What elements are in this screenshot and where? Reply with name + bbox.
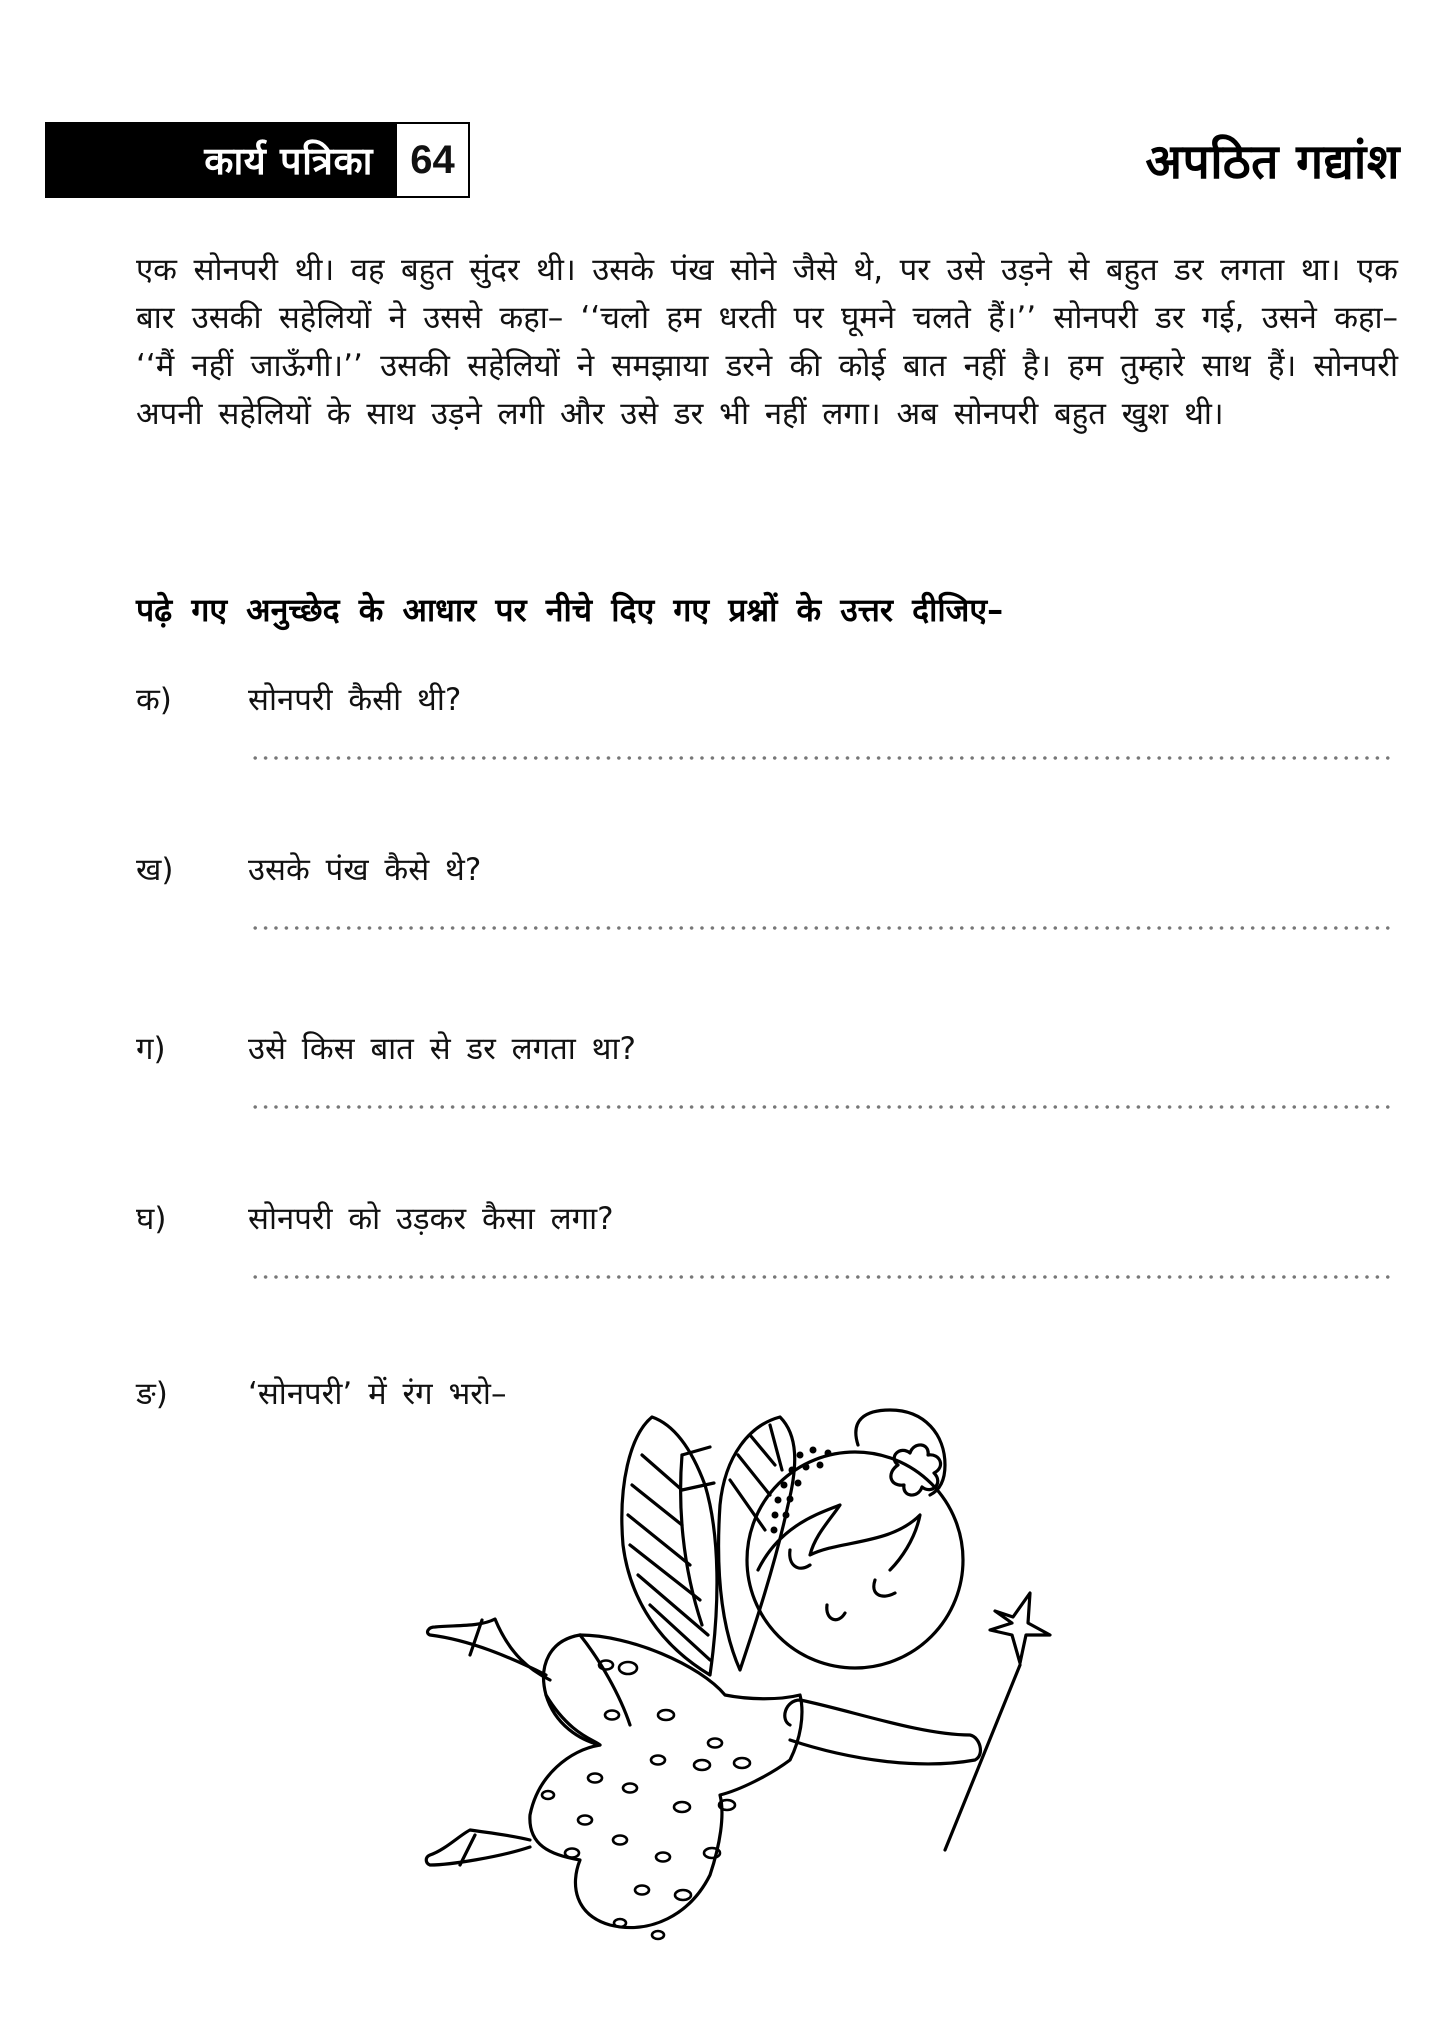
- wand-icon: [945, 1665, 1020, 1850]
- question-label: ग): [136, 1031, 166, 1067]
- fairy-coloring-illustration[interactable]: [420, 1395, 1100, 1995]
- question-label: क): [136, 682, 172, 718]
- instruction-heading: पढ़े गए अनुच्छेद के आधार पर नीचे दिए गए प्रश्नों के उत्तर दीजिए–: [136, 591, 1004, 629]
- worksheet-header-bar: [45, 122, 395, 198]
- upper-leg-icon: [428, 1619, 550, 1680]
- worksheet-number-box: 64: [395, 122, 470, 198]
- topic-heading: अपठित गद्यांश: [1145, 134, 1400, 190]
- question-text: उसके पंख कैसे थे?: [248, 852, 482, 888]
- star-icon: [990, 1593, 1050, 1663]
- hair-fringe-icon: [758, 1505, 920, 1570]
- question-text: ‘सोनपरी’ में रंग भरो–: [248, 1376, 507, 1412]
- question-label: ङ): [136, 1376, 168, 1412]
- answer-dotted-line[interactable]: [250, 1275, 1390, 1279]
- closed-eye-icon: [790, 1550, 810, 1568]
- question-label: ख): [136, 852, 174, 888]
- answer-dotted-line[interactable]: [250, 926, 1390, 930]
- front-wing-icon: [719, 1417, 795, 1670]
- answer-dotted-line[interactable]: [250, 1105, 1390, 1109]
- question-text: सोनपरी कैसी थी?: [248, 682, 462, 718]
- closed-eye-icon: [874, 1580, 895, 1596]
- mouth-icon: [827, 1605, 845, 1620]
- arm-icon: [785, 1700, 981, 1764]
- reading-passage: एक सोनपरी थी। वह बहुत सुंदर थी। उसके पंख सोने जैसे थे, पर उसे उड़ने से बहुत डर लगता था। एक बार उसकी सहेलियों ने उससे कहा– ‘‘चलो हम धरती पर घूमने चलते हैं।’’ सोनपरी डर गई, उसने कहा– ‘‘मैं नहीं जाऊँगी।’’ उसकी सहेलियों ने समझाया डरने की कोई बात नहीं है। हम तुम्हारे साथ हैं। सोनपरी अपनी सहेलियों के साथ उड़ने लगी और उसे डर भी नहीं लगा। अब सोनपरी बहुत खुश थी।: [136, 252, 1398, 432]
- question-text: सोनपरी को उड़कर कैसा लगा?: [248, 1201, 614, 1237]
- lower-leg-icon: [426, 1830, 530, 1865]
- dress-icon: [530, 1635, 802, 1928]
- worksheet-label: कार्य पत्रिका: [204, 139, 373, 183]
- dress-dots-icon: [542, 1661, 750, 1940]
- back-wing-icon: [622, 1417, 717, 1675]
- question-label: घ): [136, 1201, 167, 1237]
- answer-dotted-line[interactable]: [250, 756, 1390, 760]
- head-icon: [747, 1452, 963, 1668]
- question-text: उसे किस बात से डर लगता था?: [248, 1031, 636, 1067]
